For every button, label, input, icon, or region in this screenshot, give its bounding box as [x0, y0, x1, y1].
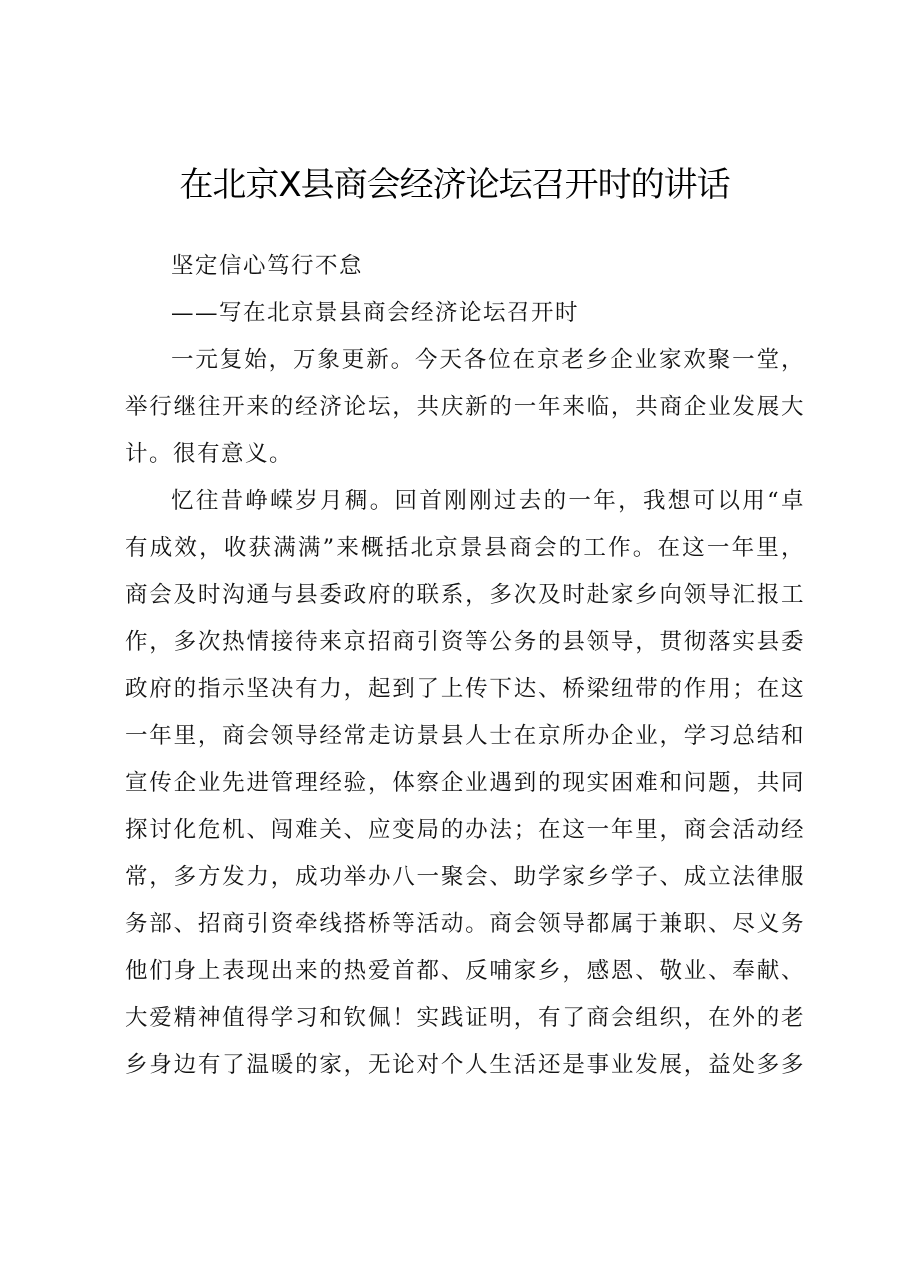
paragraph-line: 一元复始，万象更新。今天各位在京老乡企业家欢聚一堂， — [171, 347, 805, 373]
paragraph-line: 务部、招商引资牵线搭桥等活动。商会领导都属于兼职、尽义务 — [125, 911, 805, 937]
paragraph-line: 有成效，收获满满”来概括北京景县商会的工作。在这一年里， — [125, 535, 805, 561]
byline — [125, 290, 805, 337]
paragraph-2 — [125, 478, 805, 1089]
subtitle — [125, 243, 805, 290]
paragraph-line: 大爱精神值得学习和钦佩！实践证明，有了商会组织，在外的老 — [125, 1005, 805, 1031]
paragraph-line: 政府的指示坚决有力，起到了上传下达、桥梁纽带的作用；在这 — [125, 676, 805, 702]
paragraph-line: 计。很有意义。 — [125, 441, 294, 467]
paragraph-line: 宣传企业先进管理经验，体察企业遇到的现实困难和问题，共同 — [125, 770, 805, 796]
paragraph-line: 常，多方发力，成功举办八一聚会、助学家乡学子、成立法律服 — [125, 864, 805, 890]
paragraph-line: 作，多次热情接待来京招商引资等公务的县领导，贯彻落实县委 — [125, 629, 805, 655]
subtitle-line: 坚定信心笃行不怠 — [171, 253, 364, 279]
paragraph-line: 他们身上表现出来的热爱首都、反哺家乡，感恩、敬业、奉献、 — [125, 958, 805, 984]
paragraph-line: 忆往昔峥嵘岁月稠。回首刚刚过去的一年，我想可以用“卓 — [171, 488, 805, 514]
paragraph-line: 商会及时沟通与县委政府的联系，多次及时赴家乡向领导汇报工 — [125, 582, 805, 608]
paragraph-line: 举行继往开来的经济论坛，共庆新的一年来临，共商企业发展大 — [125, 394, 805, 420]
byline-line: ——写在北京景县商会经济论坛召开时 — [171, 300, 580, 326]
paragraph-1 — [125, 337, 805, 478]
document-title: 在北京X县商会经济论坛召开时的讲话 — [179, 165, 730, 205]
document-body — [125, 243, 805, 1089]
paragraph-line: 一年里，商会领导经常走访景县人士在京所办企业，学习总结和 — [125, 723, 805, 749]
paragraph-line: 乡身边有了温暖的家，无论对个人生活还是事业发展，益处多多 — [125, 1052, 805, 1078]
paragraph-line: 探讨化危机、闯难关、应变局的办法；在这一年里，商会活动经 — [125, 817, 805, 843]
